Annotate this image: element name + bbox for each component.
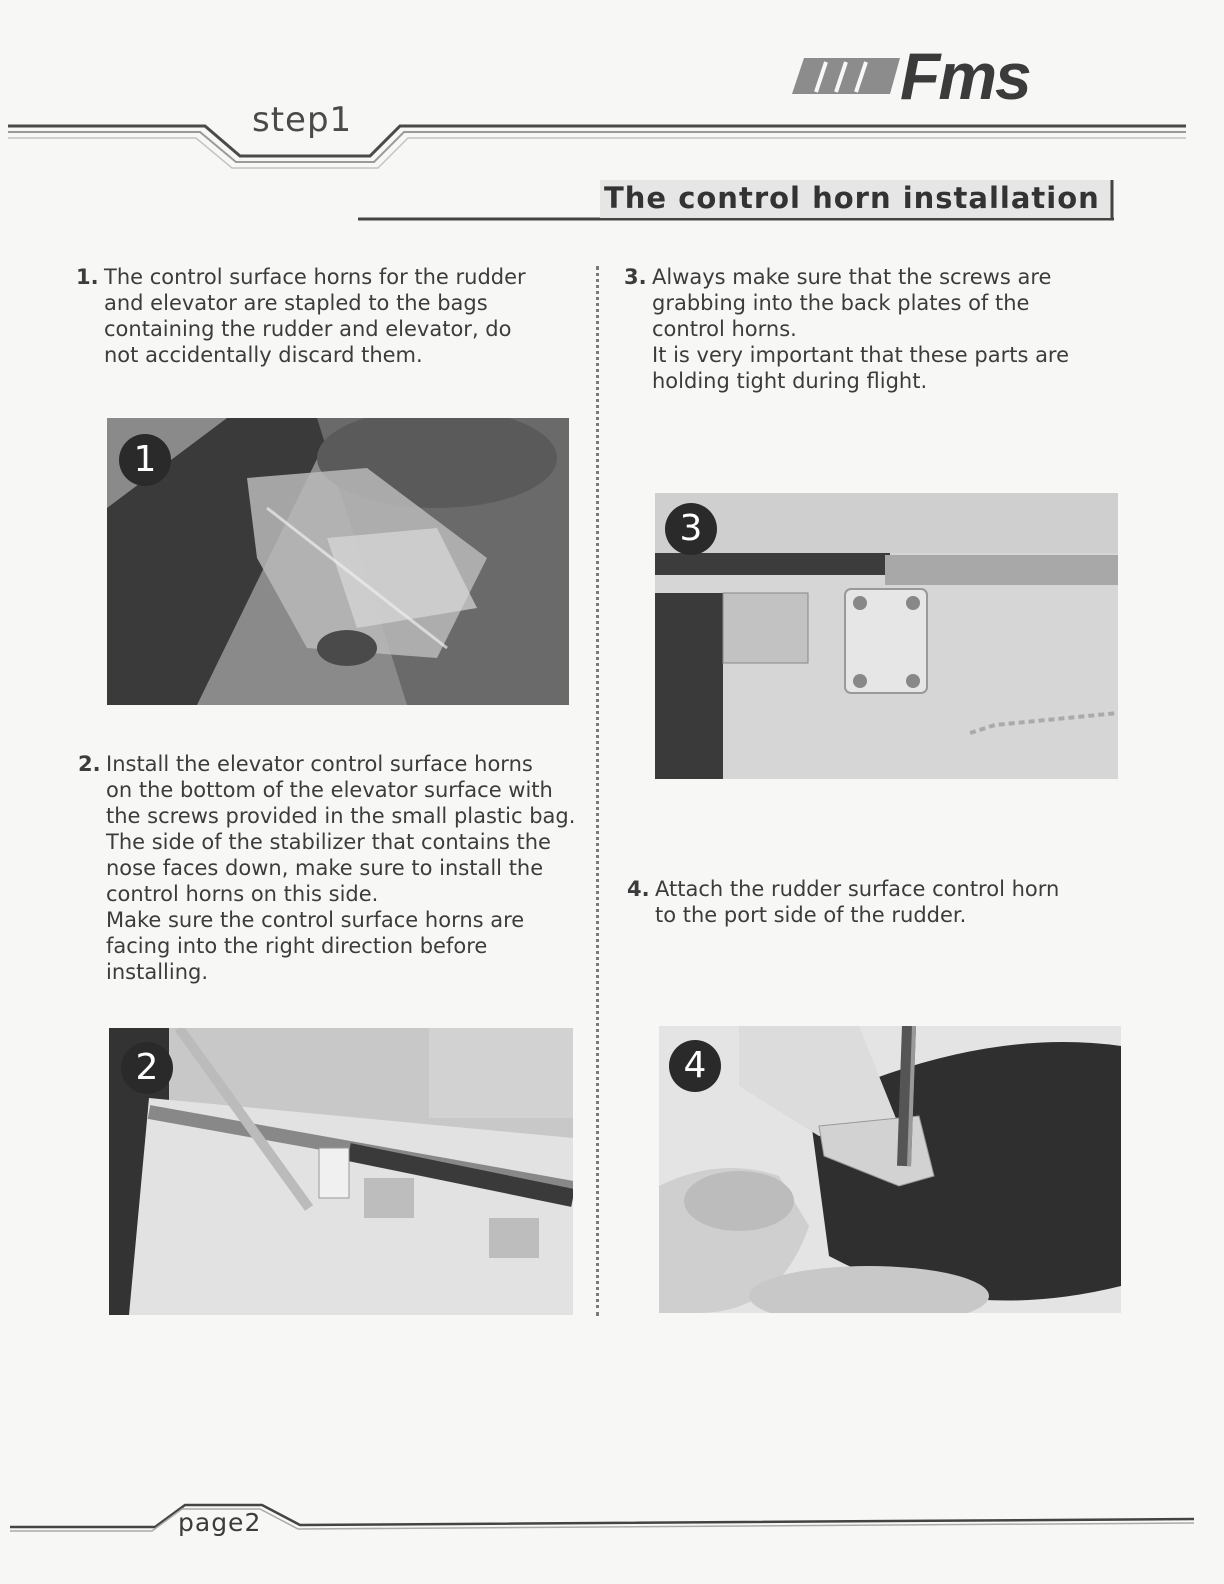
photo-illustration — [107, 418, 569, 705]
photo-illustration — [109, 1028, 573, 1315]
step-label: step1 — [252, 100, 353, 140]
photo-number-badge: 3 — [665, 503, 717, 555]
step-text: Install the elevator control surface horns on the bottom of the elevator surface with the screws provided in the small plastic bag. The side of the stabilizer that contains the nose faces down, make sure to install the control horns on this side. Make sure the control surface horns are facing into the right direction before installing. — [106, 752, 576, 984]
step-number: 2. — [78, 752, 101, 776]
column-divider — [596, 266, 599, 1316]
step-number: 3. — [624, 265, 647, 289]
step-item-3 — [624, 264, 1124, 394]
step-text: Always make sure that the screws are grabbing into the back plates of the control horns. It is very important that these parts are holding tight during flight. — [652, 265, 1070, 393]
section-title: The control horn installation — [604, 181, 1100, 215]
photo-control-horn-backplate — [655, 493, 1118, 779]
photo-rudder-horn-install — [659, 1026, 1121, 1313]
step-item-2 — [78, 751, 593, 985]
photo-illustration — [659, 1026, 1121, 1313]
step-item-1 — [76, 264, 586, 368]
photo-elevator-horn-install — [109, 1028, 573, 1315]
page-number: page2 — [178, 1508, 262, 1537]
photo-number-badge: 1 — [119, 434, 171, 486]
photo-illustration — [655, 493, 1118, 779]
step-text: Attach the rudder surface control horn to the port side of the rudder. — [655, 877, 1060, 927]
photo-bags-with-horns — [107, 418, 569, 705]
photo-number-badge: 4 — [669, 1040, 721, 1092]
brand-logo-text: Fms — [900, 39, 1030, 113]
step-item-4 — [627, 876, 1127, 928]
step-number: 1. — [76, 265, 99, 289]
step-text: The control surface horns for the rudder and elevator are stapled to the bags containing the rudder and elevator, do not accidentally discard them. — [104, 265, 526, 367]
step-number: 4. — [627, 877, 650, 901]
photo-number-badge: 2 — [121, 1042, 173, 1094]
